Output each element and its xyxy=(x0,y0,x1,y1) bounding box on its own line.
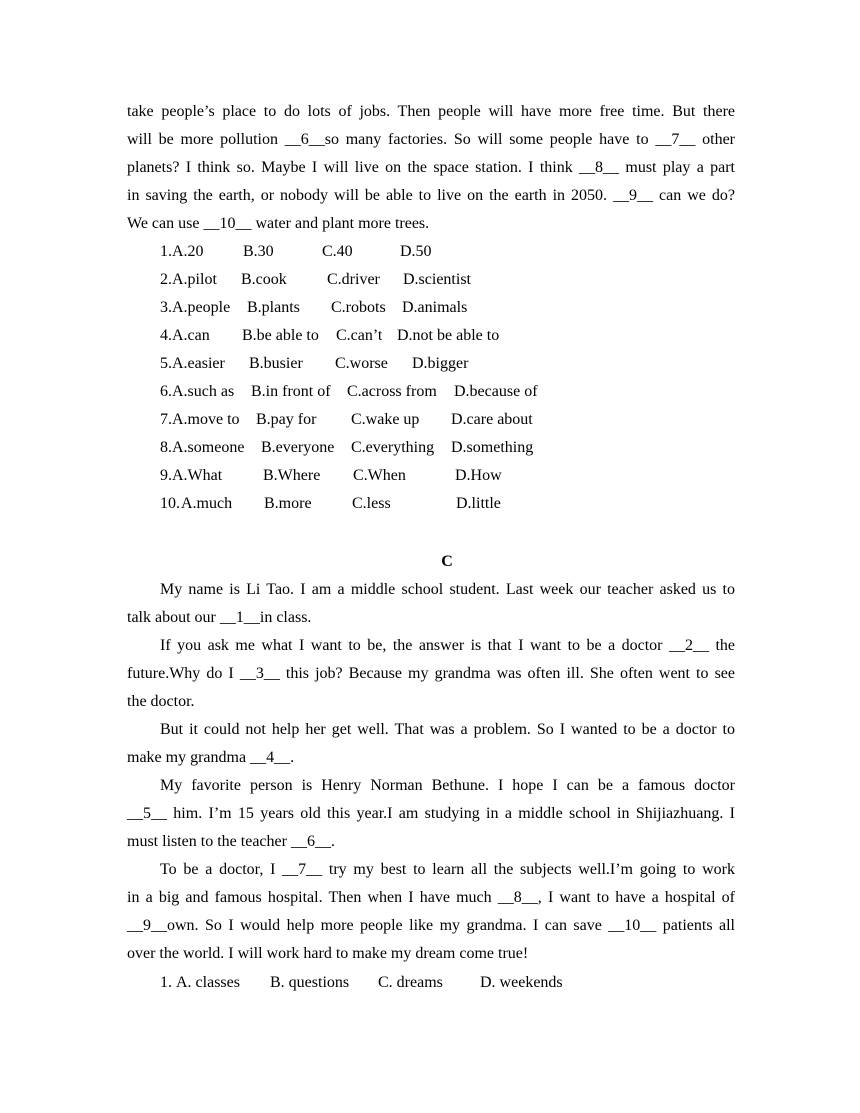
option-b: B.busier xyxy=(249,355,303,372)
passage-line: take people’s place to do lots of jobs. Then people will have more free time. But there xyxy=(127,103,735,120)
option-b: B.in front of xyxy=(251,383,331,400)
option-d: D. weekends xyxy=(480,974,563,991)
passage-line: make my grandma __4__. xyxy=(127,749,295,766)
option-d: D.50 xyxy=(400,243,432,260)
passage-line: We can use __10__ water and plant more trees. xyxy=(127,215,430,232)
question-number: 3. xyxy=(160,299,172,316)
option-a: A.someone xyxy=(172,439,245,456)
option-a: A.20 xyxy=(172,243,204,260)
option-c: C. dreams xyxy=(378,974,443,991)
section-c-passage xyxy=(127,576,735,968)
option-b: B. questions xyxy=(270,974,350,991)
question-number: 1. xyxy=(160,974,172,991)
passage-line: If you ask me what I want to be, the answer is that I want to be a doctor __2__ the xyxy=(160,637,735,654)
option-d: D.scientist xyxy=(403,271,471,288)
option-b: B.30 xyxy=(243,243,274,260)
question-number: 2. xyxy=(160,271,172,288)
passage-line: My favorite person is Henry Norman Bethune. I hope I can be a famous doctor xyxy=(160,777,735,794)
option-d: D.animals xyxy=(402,299,468,316)
passage-line: must listen to the teacher __6__. xyxy=(127,833,335,850)
passage-line: planets? I think so. Maybe I will live on the space station. I think __8__ must play a part xyxy=(127,159,735,176)
option-b: B.pay for xyxy=(256,411,317,428)
passage-line: My name is Li Tao. I am a middle school student. Last week our teacher asked us to xyxy=(160,581,735,598)
passage-line: in saving the earth, or nobody will be able to live on the earth in 2050. __9__ can we do? xyxy=(127,187,735,204)
option-b: B.plants xyxy=(247,299,300,316)
option-c: C.driver xyxy=(327,271,380,288)
question-number: 8. xyxy=(160,439,172,456)
option-c: C.across from xyxy=(347,383,437,400)
option-c: C.wake up xyxy=(351,411,420,428)
question-number: 5. xyxy=(160,355,172,372)
question-number: 7. xyxy=(160,411,172,428)
option-d: D.something xyxy=(451,439,534,456)
passage-line: But it could not help her get well. That was a problem. So I wanted to be a doctor to xyxy=(160,721,735,738)
passage-line: __9__own. So I would help more people like my grandma. I can save __10__ patients all xyxy=(127,917,735,934)
option-a: A.can xyxy=(172,327,210,344)
passage-line: will be more pollution __6__so many factories. So will some people have to __7__ other xyxy=(127,131,735,148)
option-c: C.can’t xyxy=(336,327,383,344)
option-c: C.everything xyxy=(351,439,435,456)
option-b: B.Where xyxy=(263,467,321,484)
question-number: 10. xyxy=(160,495,180,512)
question-number: 4. xyxy=(160,327,172,344)
passage-line: in a big and famous hospital. Then when I have much __8__, I want to have a hospital of xyxy=(127,889,735,906)
passage-line: the doctor. xyxy=(127,693,195,710)
option-a: A.pilot xyxy=(172,271,217,288)
option-c: C.When xyxy=(353,467,406,484)
option-a: A. classes xyxy=(176,974,240,991)
option-a: A.such as xyxy=(172,383,235,400)
option-c: C.robots xyxy=(331,299,386,316)
option-d: D.little xyxy=(456,495,501,512)
passage-line: future.Why do I __3__ this job? Because my grandma was often ill. She often went to see xyxy=(127,665,735,682)
question-number: 1. xyxy=(160,243,172,260)
option-d: D.because of xyxy=(454,383,538,400)
option-b: B.more xyxy=(264,495,312,512)
passage-line: talk about our __1__in class. xyxy=(127,609,312,626)
option-d: D.How xyxy=(455,467,502,484)
option-a: A.easier xyxy=(172,355,225,372)
option-a: A.move to xyxy=(172,411,240,428)
option-a: A.people xyxy=(172,299,231,316)
passage-line: To be a doctor, I __7__ try my best to learn all the subjects well.I’m going to work xyxy=(160,861,735,878)
passage-line: __5__ him. I’m 15 years old this year.I am studying in a middle school in Shijiazhuang. I xyxy=(127,805,735,822)
option-c: C.less xyxy=(352,495,391,512)
section-b-passage xyxy=(127,98,735,238)
option-c: C.worse xyxy=(335,355,388,372)
option-d: D.bigger xyxy=(412,355,469,372)
option-b: B.cook xyxy=(241,271,287,288)
option-a: A.much xyxy=(181,495,233,512)
passage-line: over the world. I will work hard to make my dream come true! xyxy=(127,945,529,962)
section-c-heading: C xyxy=(441,553,453,570)
option-d: D.care about xyxy=(451,411,533,428)
option-d: D.not be able to xyxy=(397,327,500,344)
option-b: B.everyone xyxy=(261,439,335,456)
option-c: C.40 xyxy=(322,243,353,260)
question-number: 9. xyxy=(160,467,172,484)
question-number: 6. xyxy=(160,383,172,400)
option-b: B.be able to xyxy=(242,327,319,344)
section-c-question-row xyxy=(160,969,760,997)
option-a: A.What xyxy=(172,467,223,484)
